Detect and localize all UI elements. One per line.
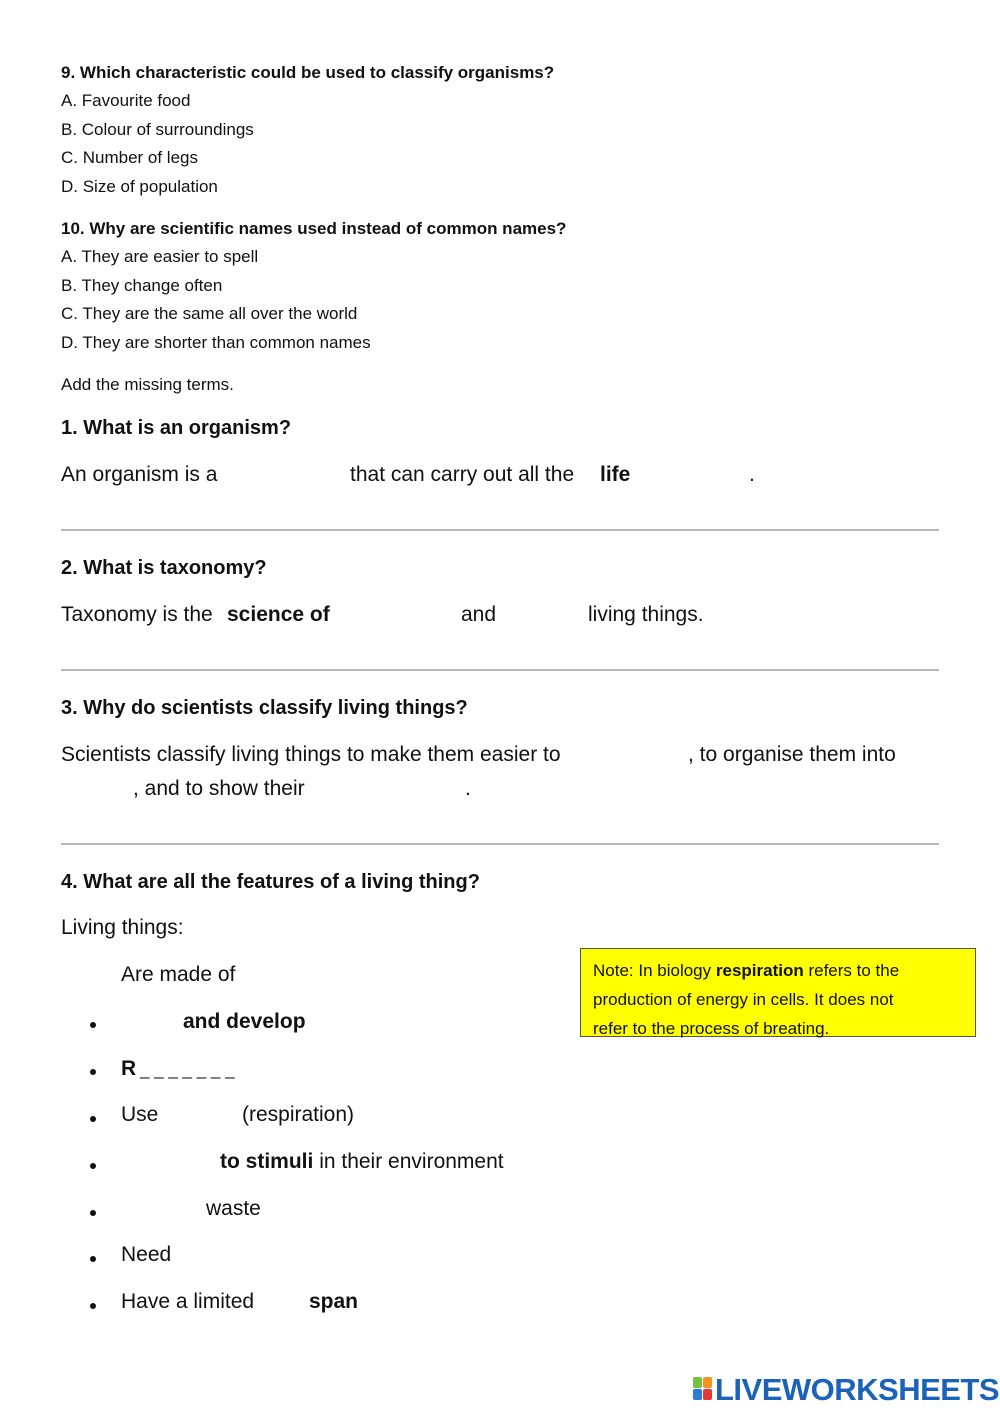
question-9: 9. Which characteristic could be used to classify organisms?: [61, 63, 555, 82]
question-1-blank-2[interactable]: [640, 461, 746, 489]
question-10-option-d[interactable]: D. They are shorter than common names: [61, 333, 371, 352]
feature-need-text: Need: [121, 1243, 172, 1266]
question-10-option-a[interactable]: A. They are easier to spell: [61, 247, 259, 266]
feature-r-letter: R: [121, 1057, 137, 1080]
feature-stimuli-blank[interactable]: [121, 1148, 215, 1176]
feature-stimuli-rest: in their environment: [319, 1150, 504, 1173]
divider-1: [61, 529, 939, 531]
question-3-blank-3[interactable]: [324, 775, 462, 803]
logo-square-green: [693, 1377, 702, 1388]
question-10-option-c[interactable]: C. They are the same all over the world: [61, 304, 358, 323]
note-line-2: production of energy in cells. It does not: [593, 990, 894, 1009]
note-prefix: Note: In biology: [593, 961, 712, 980]
bullet-icon: [90, 1210, 96, 1216]
logo-mark-icon: [693, 1377, 713, 1401]
feature-made-of-text: Are made of: [121, 963, 236, 986]
note-line-3: refer to the process of breating.: [593, 1019, 830, 1038]
question-2-title: 2. What is taxonomy?: [61, 557, 267, 579]
note-line-1-rest: refers to the: [808, 961, 900, 980]
question-9-option-d[interactable]: D. Size of population: [61, 177, 218, 196]
feature-use-respiration: (respiration): [242, 1103, 355, 1126]
bullet-icon: [90, 1163, 96, 1169]
question-1-text-start: An organism is a: [61, 463, 218, 486]
instruction-text: Add the missing terms.: [61, 375, 234, 394]
bullet-icon: [90, 1022, 96, 1028]
logo-square-orange: [703, 1377, 712, 1388]
question-9-option-c[interactable]: C. Number of legs: [61, 148, 198, 167]
question-3-blank-1[interactable]: [607, 741, 685, 769]
feature-lifespan-text: Have a limited: [121, 1290, 255, 1313]
logo-square-blue: [693, 1389, 702, 1400]
feature-made-of-blank[interactable]: [248, 961, 378, 989]
question-2-text-and: and: [461, 603, 497, 626]
question-3-line-1-start: Scientists classify living things to make them easier to: [61, 743, 561, 766]
question-3-line-2-start: , and to show their: [133, 777, 305, 800]
question-1-blank-1[interactable]: [228, 461, 346, 489]
feature-stimuli-text: [220, 1150, 504, 1174]
question-1-bold-life: life: [600, 463, 631, 486]
feature-develop-blank[interactable]: [121, 1008, 177, 1036]
question-2-bold-science-of: science of: [227, 603, 330, 626]
feature-lifespan-blank[interactable]: [268, 1288, 304, 1316]
feature-develop-text: and develop: [183, 1010, 306, 1033]
question-3-title: 3. Why do scientists classify living things?: [61, 697, 468, 719]
question-2-text-start: Taxonomy is the: [61, 603, 213, 626]
question-2-blank-2[interactable]: [503, 601, 583, 629]
question-1-text-middle: that can carry out all the: [350, 463, 575, 486]
bullet-icon: [90, 1116, 96, 1122]
question-4-title: 4. What are all the features of a living thing?: [61, 871, 480, 893]
feature-r-dashes[interactable]: _ _ _ _ _ _ _: [140, 1060, 235, 1079]
question-1-period: .: [749, 463, 755, 486]
feature-use-text: Use: [121, 1103, 159, 1126]
note-line-1: [593, 956, 967, 985]
question-3-line-1-end: , to organise them into: [688, 743, 896, 766]
question-1-title: 1. What is an organism?: [61, 417, 292, 439]
question-10-option-b[interactable]: B. They change often: [61, 276, 223, 295]
feature-lifespan-span: span: [309, 1290, 359, 1313]
feature-waste-text: waste: [206, 1197, 261, 1220]
question-3-blank-2[interactable]: [61, 775, 131, 803]
question-2-blank-1[interactable]: [342, 601, 454, 629]
question-10: 10. Why are scientific names used instead of common names?: [61, 219, 567, 238]
bullet-icon: [90, 1069, 96, 1075]
feature-use-blank[interactable]: [165, 1101, 237, 1129]
question-9-option-b[interactable]: B. Colour of surroundings: [61, 120, 254, 139]
question-3-period: .: [465, 777, 471, 800]
feature-need-blank[interactable]: [182, 1241, 292, 1269]
logo-square-red: [703, 1389, 712, 1400]
note-bold-respiration: respiration: [715, 961, 804, 980]
respiration-note: [580, 948, 976, 1037]
question-2-text-end: living things.: [588, 603, 704, 626]
living-things-intro: Living things:: [61, 916, 184, 939]
bullet-icon: [90, 1256, 96, 1262]
feature-stimuli-bold: to stimuli: [220, 1150, 314, 1173]
brand-name: LIVEWORKSHEETS: [715, 1372, 1000, 1407]
divider-3: [61, 843, 939, 845]
bullet-icon: [90, 1303, 96, 1309]
feature-waste-blank[interactable]: [121, 1195, 201, 1223]
question-9-option-a[interactable]: A. Favourite food: [61, 91, 191, 110]
divider-2: [61, 669, 939, 671]
